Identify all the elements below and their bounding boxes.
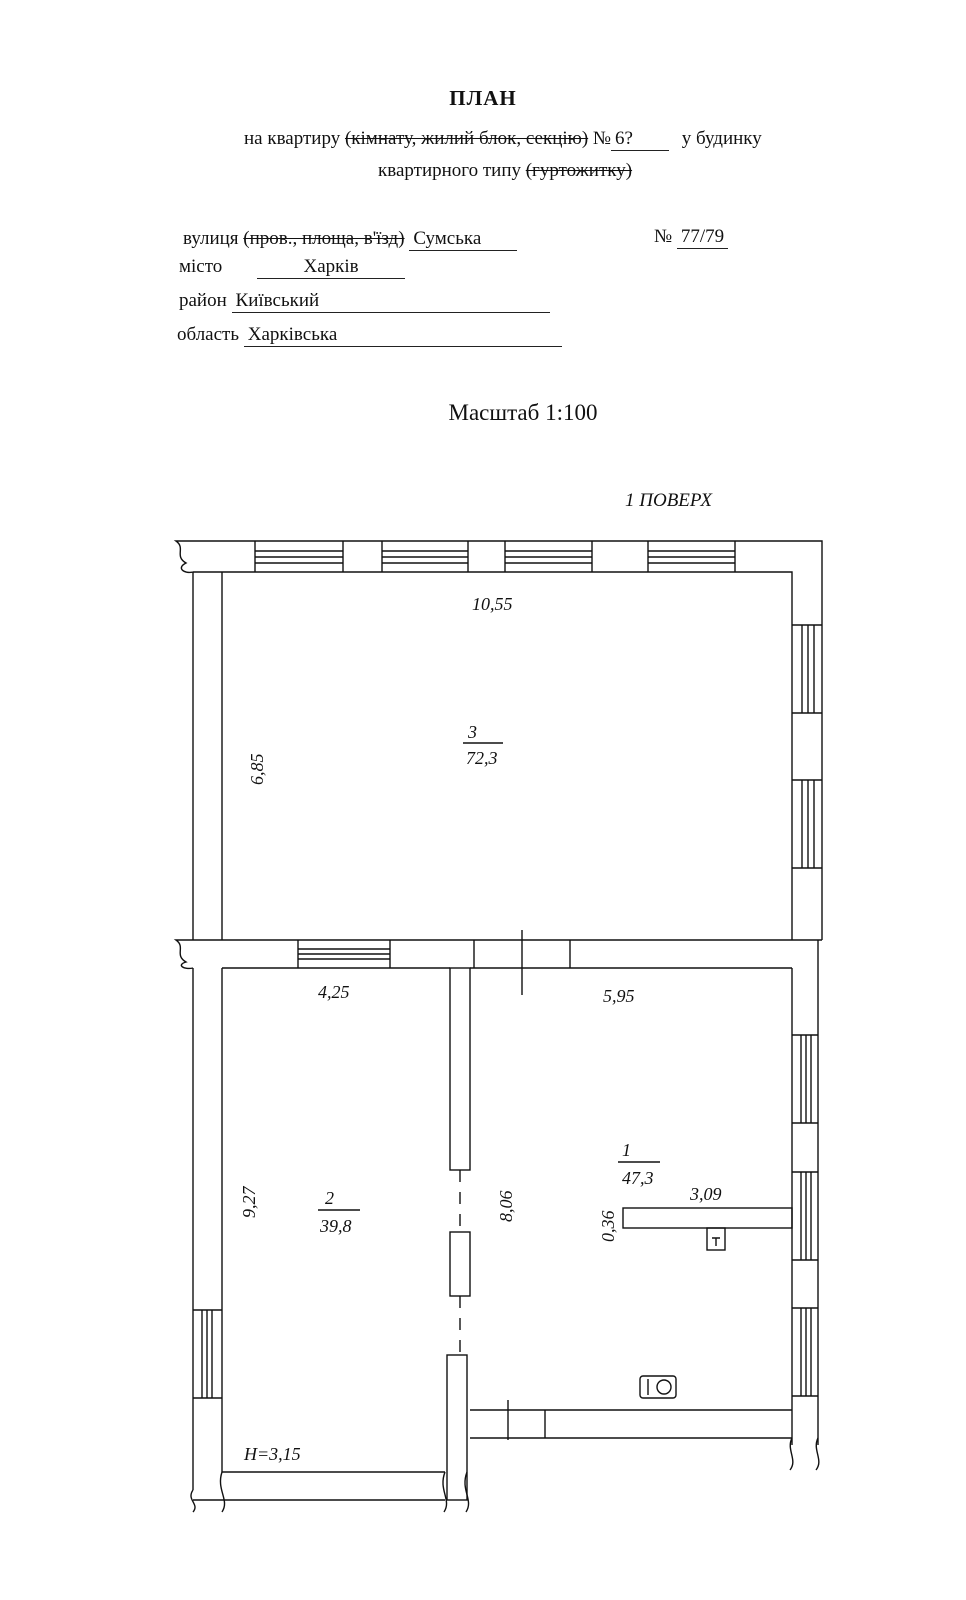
apartment-struck-options: (кімнату, жилий блок, секцію) bbox=[344, 128, 589, 149]
middle-wall bbox=[193, 940, 822, 968]
break-mark-top-left bbox=[176, 541, 193, 572]
room3-height-dim: 6,85 bbox=[247, 753, 267, 785]
counter bbox=[623, 1208, 792, 1228]
bottom-wall-room1 bbox=[470, 1410, 792, 1438]
city-label: місто bbox=[179, 256, 223, 277]
bottom-wall-room2 bbox=[193, 1472, 445, 1500]
window-right-4 bbox=[792, 1172, 818, 1260]
break-mark-bottom-left bbox=[191, 1472, 225, 1512]
building-suffix: у будинку bbox=[681, 128, 762, 149]
window-top-1 bbox=[255, 541, 343, 572]
document-title: ПЛАН bbox=[449, 86, 517, 110]
district-label: район bbox=[179, 290, 227, 311]
window-right-3 bbox=[792, 1035, 818, 1123]
region-value: Харківська bbox=[244, 324, 562, 347]
window-left-lower bbox=[193, 1310, 222, 1398]
room3-area: 72,3 bbox=[466, 748, 498, 768]
window-middle-1 bbox=[298, 940, 390, 968]
apartment-number-label: № bbox=[592, 128, 612, 149]
right-wall-lower bbox=[792, 940, 818, 1445]
partition-lower bbox=[447, 1355, 467, 1500]
house-number-label: № bbox=[654, 226, 673, 247]
room3-width-dim: 10,55 bbox=[472, 594, 513, 614]
counter-depth-dim: 0,36 bbox=[598, 1210, 618, 1242]
building-type-struck: (гуртожитку) bbox=[525, 160, 633, 181]
room1-number: 1 bbox=[622, 1140, 631, 1160]
ceiling-height: H=3,15 bbox=[244, 1444, 301, 1464]
window-top-3 bbox=[505, 541, 592, 572]
window-top-2 bbox=[382, 541, 468, 572]
street-label-struck: (пров., площа, в'їзд) bbox=[243, 228, 405, 249]
floor-label: 1 ПОВЕРХ bbox=[625, 490, 712, 511]
left-wall-upper bbox=[193, 572, 222, 940]
room1-height-dim: 8,06 bbox=[496, 1190, 516, 1222]
room1-area: 47,3 bbox=[622, 1168, 654, 1188]
window-top-4 bbox=[648, 541, 735, 572]
room2-number: 2 bbox=[325, 1188, 334, 1208]
city-value: Харків bbox=[257, 256, 405, 279]
left-wall-lower bbox=[193, 968, 222, 1490]
window-right-2 bbox=[792, 780, 822, 868]
room2-width-dim: 4,25 bbox=[318, 982, 350, 1002]
room3-number: 3 bbox=[468, 722, 477, 742]
room2-height-dim: 9,27 bbox=[239, 1186, 259, 1218]
street-value: Сумська bbox=[409, 228, 517, 251]
house-number-value: 77/79 bbox=[677, 226, 728, 249]
window-right-1 bbox=[792, 625, 822, 713]
street-label: вулиця bbox=[183, 228, 239, 249]
bottom-ledge-ticks bbox=[508, 1400, 545, 1440]
counter-length-dim: 3,09 bbox=[690, 1184, 722, 1204]
apartment-number: 6? bbox=[611, 128, 669, 151]
scale-label: Масштаб 1:100 bbox=[448, 400, 598, 425]
partition-column bbox=[450, 1232, 470, 1296]
partition-upper bbox=[450, 968, 470, 1170]
apartment-prefix: на квартиру bbox=[244, 128, 341, 149]
break-mark-bottom-right bbox=[790, 1438, 819, 1470]
room2-area: 39,8 bbox=[320, 1216, 352, 1236]
room1-width-dim: 5,95 bbox=[603, 986, 635, 1006]
district-value: Київський bbox=[232, 290, 550, 313]
region-label: область bbox=[177, 324, 240, 345]
break-mark-middle-left bbox=[176, 940, 193, 968]
window-right-5 bbox=[792, 1308, 818, 1396]
building-type-prefix: квартирного типу bbox=[378, 160, 521, 181]
